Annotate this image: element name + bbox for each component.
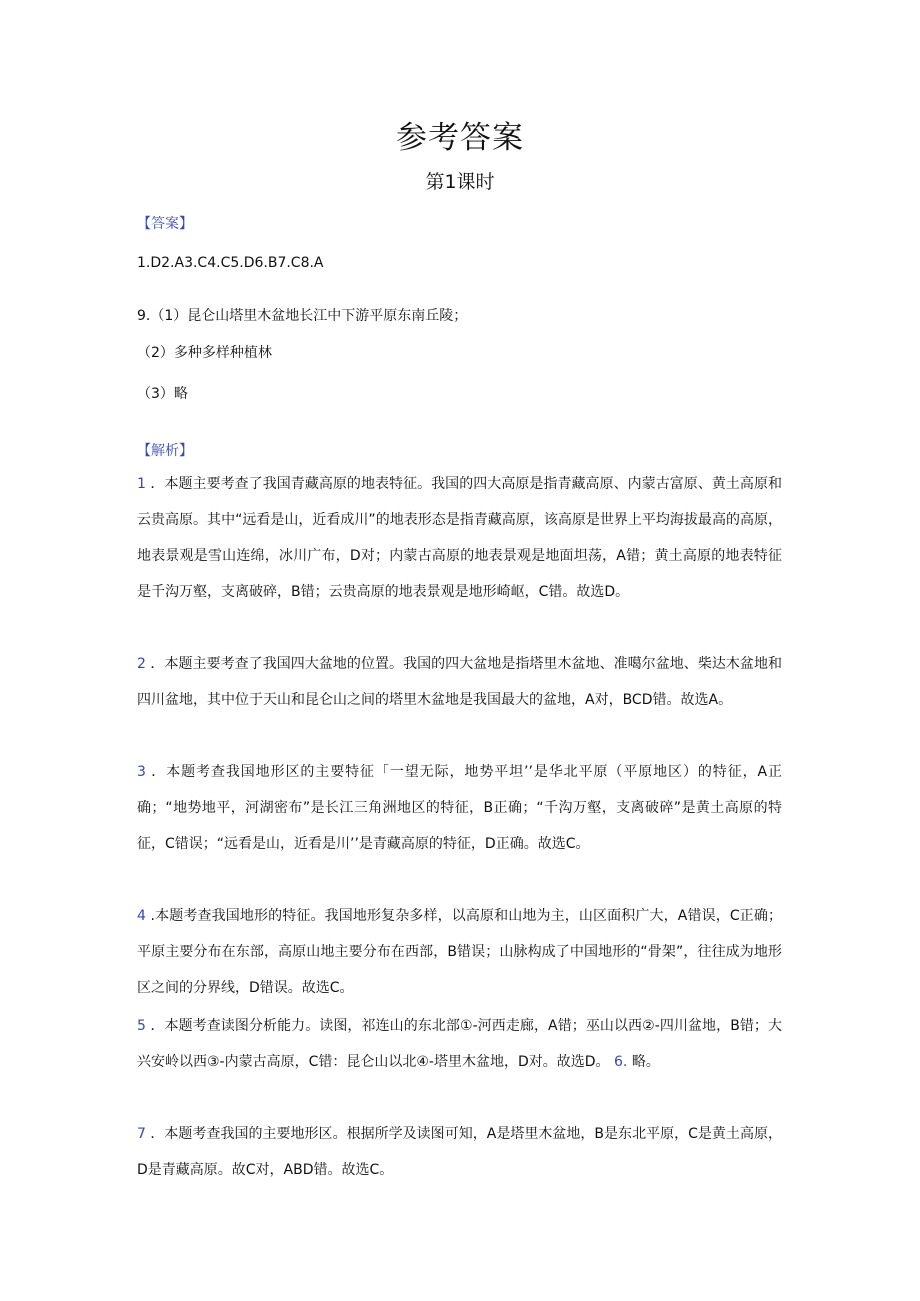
explanation-text: ．本题考查读图分析能力。读图，祁连山的东北部①-河西走廊，A错；巫山以西②-四川盆地，B错；大兴安岭以西③-内蒙古高原，C错：昆仑山以北④-塔里木盆地，D对。故选D。 [137, 1018, 783, 1070]
explanation-number: 1 [137, 476, 146, 492]
page-title: 参考答案 [396, 120, 524, 156]
explanation-1 [137, 466, 782, 610]
page-subtitle: 第1课时 [425, 171, 495, 193]
answer-header: 【答案】 [137, 216, 193, 232]
explanation-6-number: 6. [614, 1054, 628, 1070]
explanation-2 [137, 646, 782, 718]
explanation-number: 2 [137, 656, 146, 672]
q9-part2: （2）多种多样种植林 [137, 345, 272, 361]
explanation-7 [137, 1116, 782, 1188]
answers-line: 1.D2.A3.C4.C5.D6.B7.C8.A [137, 255, 324, 271]
explanation-text: ．本题主要考查了我国青藏高原的地表特征。我国的四大高原是指青藏高原、内蒙古富原、黄土高原和云贵高原。其中“远看是山，近看成川”的地表形态是指青藏高原，该高原是世界上平均海拔最高的高原，地表景观是雪山连绵，冰川广布，D对；内蒙古高原的地表景观是地面坦荡，A错；黄土高原的地表特征是千沟万壑，支离破碎，B错；云贵高原的地表景观是地形崎岖，C错。故选D。 [137, 476, 783, 600]
explanation-3 [137, 754, 782, 862]
explanation-6-text: 略。 [631, 1054, 660, 1070]
explanation-number: 7 [137, 1126, 146, 1142]
explanation-text: ．本题考查我国地形区的主要特征「一望无际，地势平坦’’是华北平原（平原地区）的特征，A正确；“地势地平，河湖密布”是长江三角洲地区的特征，B正确；“千沟万壑，支离破碎”是黄土高原的特征，C错误；“远看是山，近看是川’’是青藏高原的特征，D正确。故选C。 [137, 764, 783, 852]
explanation-4 [137, 898, 782, 1006]
explanation-text: ．本题主要考查了我国四大盆地的位置。我国的四大盆地是指塔里木盆地、准噶尔盆地、柴达木盆地和四川盆地，其中位于天山和昆仑山之间的塔里木盆地是我国最大的盆地，A对，BCD错。故选A。 [137, 656, 783, 708]
q9-part1: 9.（1）昆仑山塔里木盆地长江中下游平原东南丘陵； [137, 308, 468, 324]
analysis-header: 【解析】 [137, 443, 193, 459]
explanation-5 [137, 1008, 782, 1080]
explanation-text: .本题考查我国地形的特征。我国地形复杂多样，以高原和山地为主，山区面积广大，A错误，C正确；平原主要分布在东部，高原山地主要分布在西部，B错误；山脉构成了中国地形的“骨架”，往往成为地形区之间的分界线，D错误。故选C。 [137, 908, 782, 996]
explanation-number: 3 [137, 764, 146, 780]
explanation-text: ．本题考查我国的主要地形区。根据所学及读图可知，A是塔里木盆地，B是东北平原，C是黄土高原，D是青藏高原。故C对，ABD错。故选C。 [137, 1126, 782, 1178]
explanation-number: 4 [137, 908, 146, 924]
explanation-number: 5 [137, 1018, 146, 1034]
q9-part3: （3）略 [137, 386, 188, 402]
